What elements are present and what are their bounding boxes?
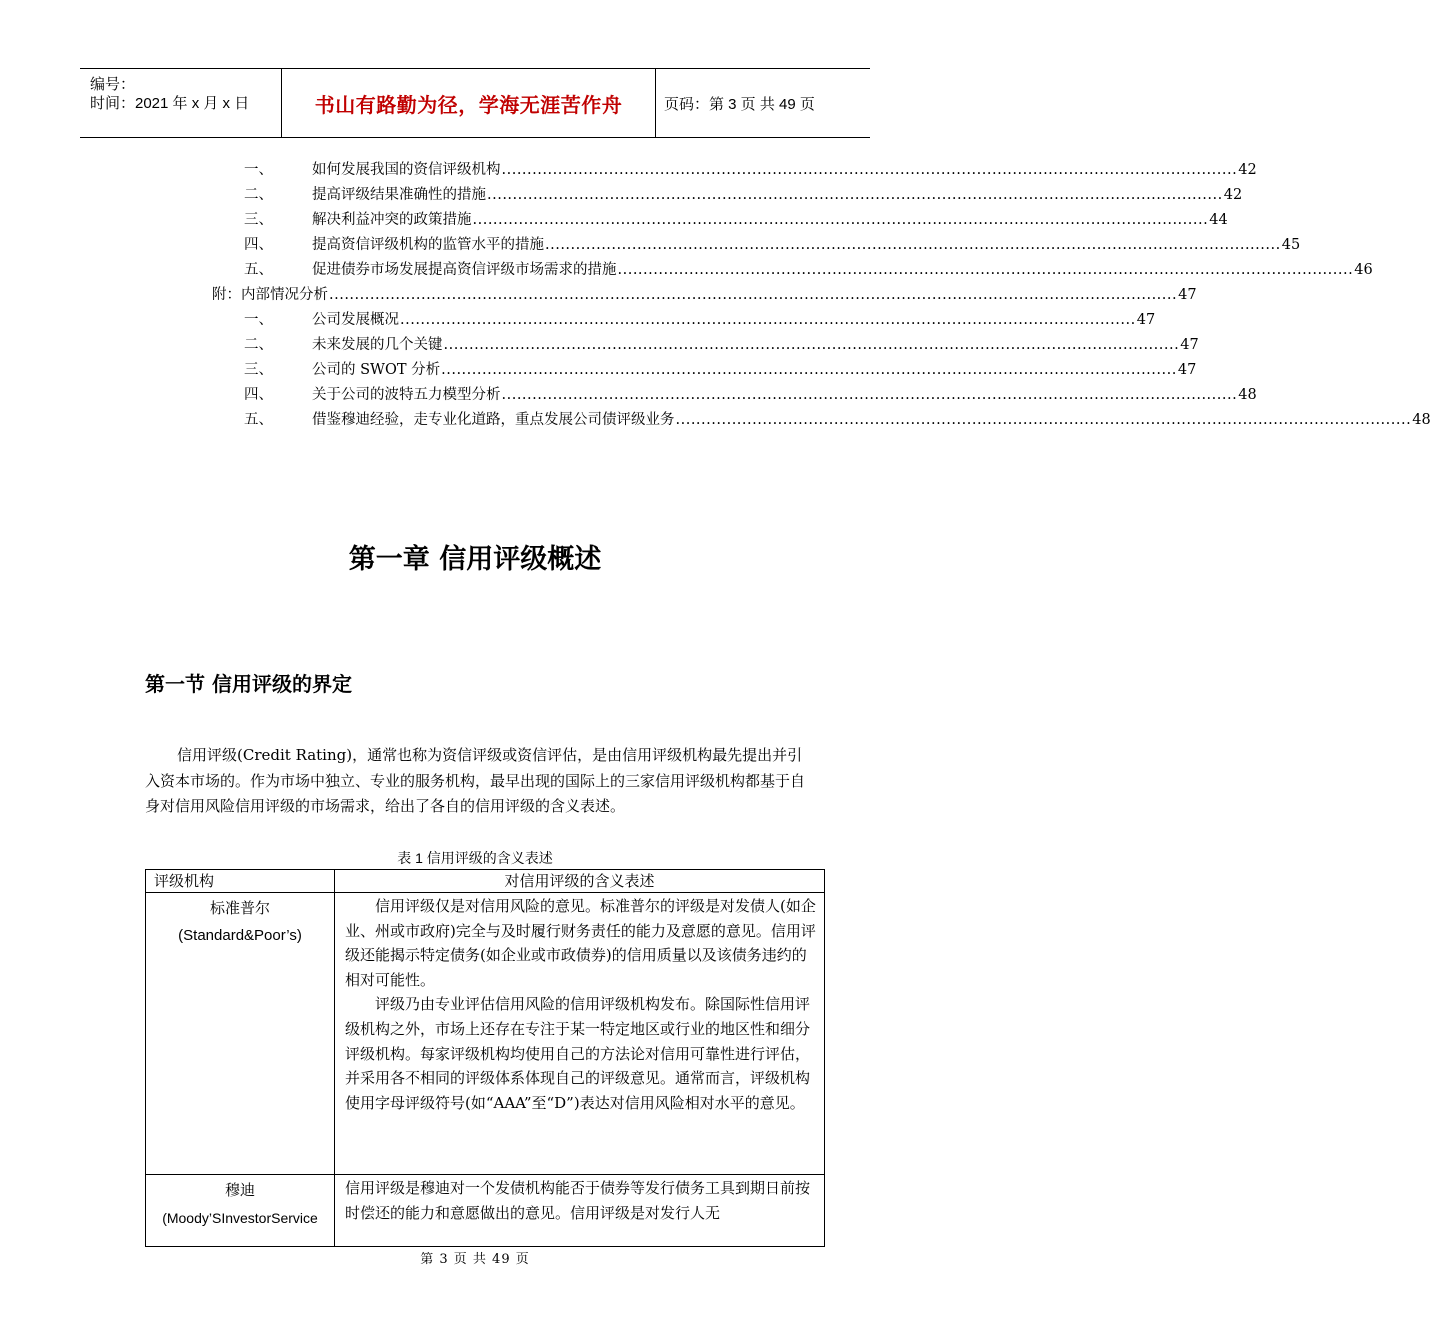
page-footer: 第 3 页 共 49 页	[420, 1252, 530, 1267]
toc-entry-page: 46	[1354, 262, 1373, 278]
table-caption: 表 1 信用评级的含义表述	[397, 850, 553, 866]
toc-entry-number: 二、	[244, 337, 273, 353]
table-cell-definition	[335, 1175, 825, 1247]
table-cell-org	[146, 1175, 335, 1247]
toc-entry-number: 二、	[244, 187, 273, 203]
toc-entry-title: 借鉴穆迪经验，走专业化道路，重点发展公司债评级业务	[312, 412, 675, 428]
definition-table	[145, 869, 825, 1247]
header-right-cell	[656, 69, 870, 137]
toc-entry-title: 提高评级结果准确性的措施	[312, 187, 486, 203]
toc-entry-page: 47	[1180, 337, 1199, 353]
table-cell-definition	[335, 893, 825, 1175]
date-line: 时间：2021 年 x 月 x 日	[90, 95, 250, 112]
toc-entry-number: 四、	[244, 237, 273, 253]
toc-entry-title: 关于公司的波特五力模型分析	[312, 387, 501, 403]
toc-entry-title: 解决利益冲突的政策措施	[312, 212, 472, 228]
toc-entry-title: 促进债券市场发展提高资信评级市场需求的措施	[312, 262, 617, 278]
org-name-cn: 标准普尔	[209, 899, 270, 917]
toc-entry-title: 提高资信评级机构的监管水平的措施	[312, 237, 544, 253]
toc-entry-page: 45	[1281, 237, 1301, 253]
header-center-cell	[281, 69, 656, 137]
table-header-row	[146, 870, 825, 893]
toc-entry-number: 三、	[244, 362, 273, 378]
definition-paragraph: 信用评级仅是对信用风险的意见。标准普尔的评级是对发债人(如企业、州或市政府)完全与及时履行财务责任的能力及意愿的意见。信用评级还能揭示特定债务(如企业或市政债券)的信用质量以及该债务违约的相对可能性。	[345, 897, 816, 989]
toc-entry-page: 42	[1223, 187, 1243, 203]
table-header-org: 评级机构	[146, 870, 335, 893]
org-name-cn: 穆迪	[224, 1181, 255, 1199]
toc-entry-page: 47	[1177, 362, 1197, 378]
header-motto: 书山有路勤为径，学海无涯苦作舟	[314, 94, 623, 117]
toc-entry-page: 48	[1238, 387, 1257, 403]
intro-paragraph: 信用评级(Credit Rating)，通常也称为资信评级或资信评估，是由信用评级机构最先提出并引入资本市场的。作为市场中独立、专业的服务机构，最早出现的国际上的三家信用评级机构都基于自身对信用风险信用评级的市场需求，给出了各自的信用评级的含义表述。	[145, 746, 806, 815]
org-name-en: (Moody’SInvestorService	[162, 1210, 318, 1226]
table-row	[146, 893, 825, 1175]
toc-entry-title: 未来发展的几个关键	[312, 337, 443, 353]
toc-entry-page: 47	[1136, 312, 1156, 328]
toc-entry-page: 42	[1238, 162, 1257, 178]
definition-paragraph: 评级乃由专业评估信用风险的信用评级机构发布。除国际性信用评级机构之外，市场上还存在专注于某一特定地区或行业的地区性和细分评级机构。每家评级机构均使用自己的方法论对信用可靠性进行评估，并采用各不相同的评级体系体现自己的评级意见。通常而言，评级机构使用字母评级符号(如“AAA”至“D”)表达对信用风险相对水平的意见。	[345, 995, 811, 1112]
header-left-cell	[80, 69, 281, 137]
toc-entry-number: 五、	[244, 412, 273, 428]
table-row	[146, 1175, 825, 1247]
toc-entry-number: 四、	[244, 387, 273, 403]
toc-entry-title: 附：内部情况分析	[212, 287, 328, 303]
toc-entry-page: 48	[1412, 412, 1431, 428]
toc-entry-number: 三、	[244, 212, 273, 228]
toc-entry-page: 47	[1178, 287, 1197, 303]
serial-number-label: 编号：	[90, 76, 136, 93]
toc-entry-title: 如何发展我国的资信评级机构	[312, 162, 501, 178]
table-cell-org	[146, 893, 335, 1175]
table-header-definition: 对信用评级的含义表述	[335, 870, 825, 893]
definition-paragraph: 信用评级是穆迪对一个发债机构能否于债券等发行债务工具到期日前按时偿还的能力和意愿做出的意见。信用评级是对发行人无	[345, 1179, 811, 1222]
toc-entry-title: 公司的 SWOT 分析	[312, 362, 441, 378]
org-name-en: (Standard&Poor’s)	[178, 927, 302, 944]
section-title: 第一节 信用评级的界定	[145, 672, 352, 696]
page-header	[80, 68, 870, 138]
toc-entry-title: 公司发展概况	[312, 312, 399, 328]
toc-entry-number: 一、	[244, 162, 273, 178]
toc-entry-number: 一、	[244, 312, 273, 328]
toc-entry-number: 五、	[244, 262, 273, 278]
header-page-info: 页码：第 3 页 共 49 页	[664, 95, 815, 113]
chapter-title: 第一章 信用评级概述	[348, 544, 602, 575]
toc-entry-page: 44	[1209, 212, 1228, 228]
